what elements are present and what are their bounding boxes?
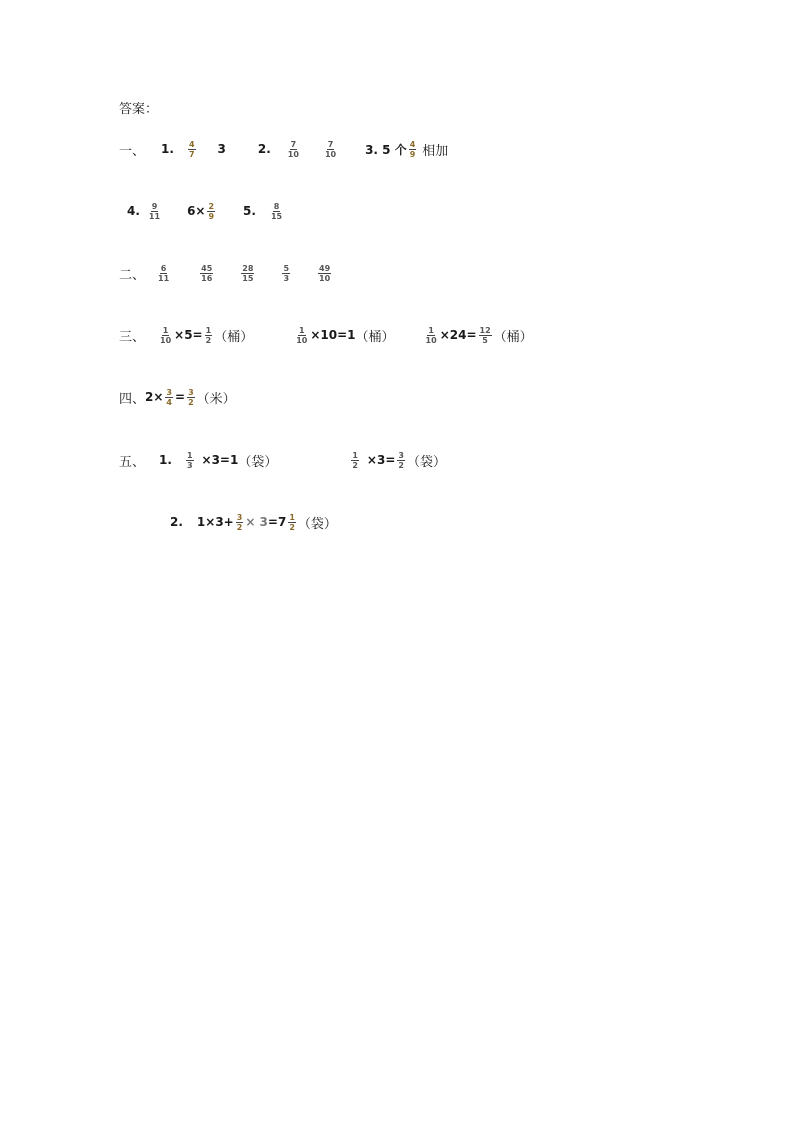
q5c-equals: =7: [267, 515, 287, 529]
denominator: 2: [398, 460, 404, 470]
denominator: 10: [296, 335, 308, 345]
numerator: 4: [409, 139, 416, 149]
q5a-expression: ×3=1: [201, 453, 239, 467]
denominator: 11: [148, 211, 161, 221]
q3a-fraction: [159, 326, 172, 345]
q4-fraction: [165, 388, 173, 407]
q1-item-5-fraction: [270, 202, 283, 221]
q3b-fraction: [295, 326, 308, 345]
numerator: 3: [188, 387, 194, 397]
denominator: 10: [160, 335, 172, 345]
q3b-unit: （桶）: [355, 329, 395, 345]
q5c-unit: （袋）: [297, 516, 337, 532]
q1-item-1-fraction: [188, 140, 196, 159]
q1-item-1-value: 3: [217, 142, 226, 156]
q2-fraction-5: [318, 264, 331, 283]
q3a-unit: （桶）: [214, 329, 254, 345]
q1-item-4b-text: 6×: [187, 204, 206, 218]
section-5-label: 五、: [119, 454, 146, 470]
q1-item-2-fraction-a: [287, 140, 300, 159]
q5c-expression-start: 1×3+: [196, 515, 234, 529]
section-3-row: [119, 322, 533, 348]
denominator: 15: [270, 211, 283, 221]
q2-fraction-2: [200, 264, 213, 283]
denominator: 15: [242, 273, 254, 283]
numerator: 3: [398, 450, 404, 460]
q4-result-fraction: [187, 388, 195, 407]
denominator: 10: [425, 335, 437, 345]
q1-item-3-text: 3. 5 个: [365, 142, 407, 157]
section-2-row: [119, 260, 333, 286]
numerator: 49: [319, 263, 331, 273]
numerator: 5: [283, 263, 290, 273]
q5a-fraction: [186, 451, 194, 470]
denominator: 10: [287, 149, 299, 159]
q2-fraction-1: [157, 264, 170, 283]
denominator: 3: [283, 273, 290, 283]
q4-expression-start: 2×: [145, 390, 164, 404]
q5-item-1-number: 1.: [159, 453, 172, 467]
section-1-label: 一、: [119, 143, 146, 159]
section-5-row-1: [119, 447, 446, 473]
q1-item-1-number: 1.: [161, 142, 174, 156]
q5b-fraction: [351, 451, 359, 470]
q5c-multiply: × 3: [245, 515, 268, 529]
numerator: 1: [289, 512, 295, 522]
q1-item-5-number: 5.: [243, 204, 256, 218]
q5a-unit: （袋）: [238, 454, 278, 470]
denominator: 9: [208, 211, 215, 221]
answers-heading-row: [119, 94, 158, 120]
denominator: 9: [409, 149, 416, 159]
numerator: 1: [299, 325, 305, 335]
denominator: 5: [482, 335, 488, 345]
numerator: 4: [188, 139, 195, 149]
denominator: 10: [324, 149, 337, 159]
numerator: 6: [160, 263, 167, 273]
q3c-unit: （桶）: [493, 329, 533, 345]
numerator: 3: [166, 387, 172, 397]
q5b-expression: ×3=: [366, 453, 396, 467]
q5c-fraction: [236, 513, 244, 532]
numerator: 8: [273, 201, 280, 211]
numerator: 28: [242, 263, 254, 273]
q4-equals: =: [175, 390, 186, 404]
section-1-row-2: [127, 198, 285, 224]
q3a-result-fraction: [205, 326, 213, 345]
numerator: 7: [327, 139, 334, 149]
numerator: 45: [201, 263, 213, 273]
denominator: 2: [352, 460, 358, 470]
numerator: 3: [236, 512, 243, 522]
numerator: 2: [208, 201, 215, 211]
q5c-result-fraction: [288, 513, 296, 532]
q2-fraction-3: [241, 264, 254, 283]
denominator: 2: [236, 522, 243, 532]
q1-item-3-suffix: 相加: [422, 143, 449, 159]
answers-heading: 答案：: [119, 101, 159, 117]
q4-unit: （米）: [196, 391, 236, 407]
numerator: 1: [162, 325, 169, 335]
numerator: 1: [352, 450, 358, 460]
section-4-row: [119, 384, 236, 410]
section-3-label: 三、: [119, 329, 146, 345]
numerator: 7: [290, 139, 297, 149]
numerator: 12: [479, 325, 491, 335]
denominator: 2: [289, 522, 295, 532]
q1-item-3-fraction: [409, 140, 417, 159]
denominator: 11: [158, 273, 170, 283]
section-4-label: 四、: [119, 391, 146, 407]
q1-item-4-fraction: [148, 202, 161, 221]
section-2-label: 二、: [119, 267, 146, 283]
denominator: 2: [205, 335, 212, 345]
q2-fraction-4: [282, 264, 290, 283]
denominator: 7: [188, 149, 195, 159]
q3c-expression: ×24=: [439, 328, 477, 342]
denominator: 3: [186, 460, 193, 470]
q1-item-4b-fraction: [207, 202, 215, 221]
denominator: 4: [166, 397, 172, 407]
denominator: 16: [201, 273, 213, 283]
denominator: 2: [188, 397, 194, 407]
numerator: 9: [151, 201, 158, 211]
section-5-row-2: [170, 509, 337, 535]
q5-item-2-number: 2.: [170, 515, 183, 529]
numerator: 1: [186, 450, 193, 460]
q3b-expression: ×10=1: [310, 328, 356, 342]
numerator: 1: [205, 325, 212, 335]
numerator: 1: [428, 325, 434, 335]
denominator: 10: [319, 273, 331, 283]
q5b-result-fraction: [397, 451, 405, 470]
q1-item-2-number: 2.: [257, 142, 271, 156]
section-1-row-1: [119, 136, 448, 162]
q3c-result-fraction: [479, 326, 492, 345]
q1-item-2-fraction-b: [324, 140, 337, 159]
q1-item-4-number: 4.: [127, 204, 140, 218]
q3c-fraction: [425, 326, 438, 345]
q3a-expression: ×5=: [174, 328, 203, 342]
q5b-unit: （袋）: [406, 454, 446, 470]
